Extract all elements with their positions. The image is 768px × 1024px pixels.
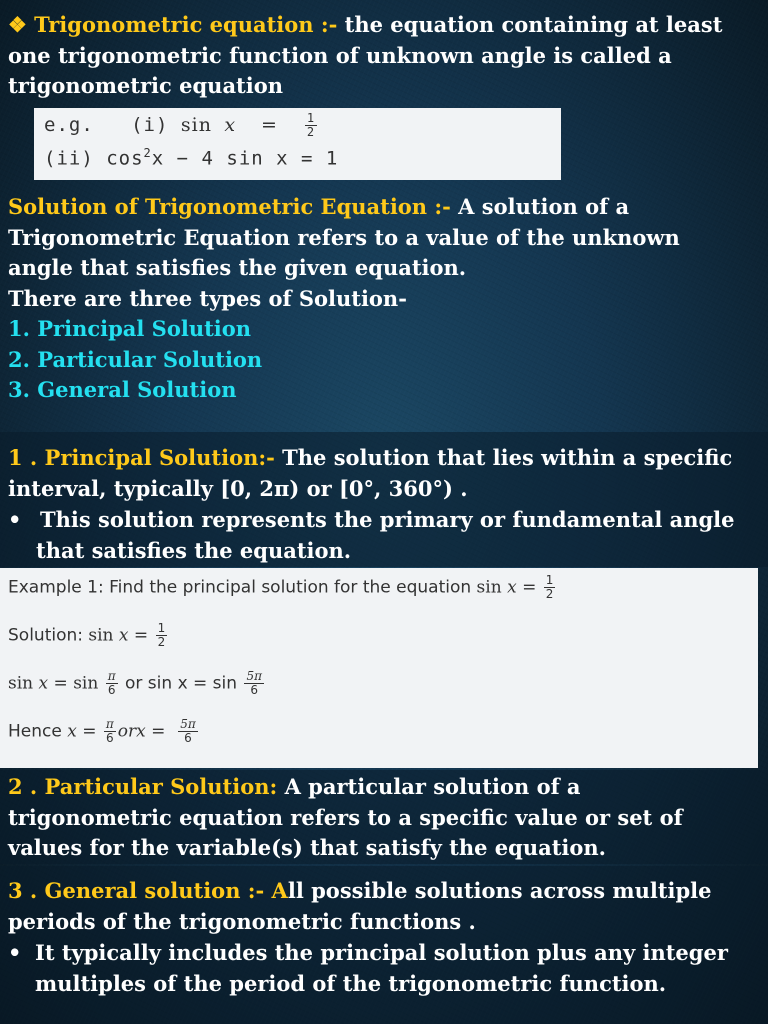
ex1-num: 1 [306,111,316,125]
l3-or: or sin x = sin [125,673,238,694]
hence-label: Hence [8,721,62,742]
general-bullet: • [8,940,22,965]
examples-box [34,108,561,180]
h-or: orx [117,721,146,742]
diamond-bullet-icon: ❖ [8,12,35,37]
l3-num: π [107,669,116,683]
sol-var: x [118,625,129,646]
example-principal-box [0,568,758,768]
definition-heading-line [8,10,763,102]
h-eq: = [82,721,97,742]
general-definition [8,876,764,937]
example-title-var: x [507,577,517,598]
example-step-line [8,670,266,697]
solution-definition [8,192,748,284]
h-den2: 6 [184,731,192,745]
principal-bullet-text: This solution represents the primary or fundamental angle that satisfies the equation. [36,507,735,563]
ex1-fraction [305,112,317,139]
ex1-fn: sin [180,114,212,136]
ex1-var: x [224,114,237,136]
particular-text: A particular solution of a trigonometric equation refers to a specific value or set of values for the variable(s) that satisfy the equation. [8,774,683,860]
l3-den: 6 [107,683,116,697]
sol-fn: sin [88,625,114,646]
general-text-a: A [264,878,288,903]
h-num2: 5π [180,717,196,731]
ex2-pow: 2 [143,146,152,160]
h-fraction-2 [178,718,198,745]
example-title: Example 1: Find the principal solution for the equation [8,577,472,598]
principal-bullet: • [8,507,22,532]
sol-eq: = [133,625,149,646]
l3-num2: 5π [246,669,262,683]
ex1-eq: = [261,114,278,136]
sol-num: 1 [157,621,166,635]
general-text-b: ll possible solutions across multiple periods of the trigonometric functions . [8,878,712,934]
definition-heading: Trigonometric equation :- [34,12,338,37]
h-num: π [105,717,114,731]
sol-fraction [156,622,168,649]
l3-fn2: sin [73,673,99,694]
h-eq2: = [151,721,166,742]
general-heading: 3 . General solution :- [8,878,265,903]
h-fraction [104,718,116,745]
solution-text: A solution of a Trigonometric Equation refers to a value of the unknown angle that satisfies the given equation. [8,194,680,280]
solution-heading: Solution of Trigonometric Equation :- [8,194,451,219]
principal-text: The solution that lies within a specific interval, typically [0, 2π) or [0°, 360°) . [8,445,733,501]
principal-heading: 1 . Principal Solution:- [8,445,275,470]
type-principal: 1. Principal Solution [8,316,252,341]
example-line-2 [44,146,338,169]
l3-fn: sin [8,673,34,694]
example-title-fraction [544,574,556,601]
type-particular: 2. Particular Solution [8,347,263,372]
solution-label: Solution: [8,625,83,646]
l3-var: x [38,673,49,694]
definition-indent-spacer [35,71,36,72]
eg-label: e.g. [44,114,94,136]
l3-eq: = [53,673,68,694]
ex1-den: 2 [306,125,316,139]
h-den: 6 [106,731,114,745]
type-general: 3. General Solution [8,377,237,402]
l3-den2: 6 [250,683,259,697]
example-title-den: 2 [545,587,554,601]
ex1-label: (i) [131,114,169,136]
l3-fraction [106,670,118,697]
particular-definition [8,772,748,864]
sol-den: 2 [157,635,166,649]
definition-text: the equation containing at least one trigonometric function of unknown angle is called a trigonometric equation [8,12,723,98]
principal-definition [8,443,748,504]
l3-fraction-2 [244,670,264,697]
types-intro: There are three types of Solution- [8,286,407,311]
example-hence-line [8,718,200,745]
ex2-fn: cos [106,147,144,170]
example-title-line [8,574,557,601]
ex2-rest: x − 4 sin x = 1 [151,147,339,170]
general-bullet-text: It typically includes the principal solution plus any integer multiples of the period of the trigonometric function. [35,940,728,996]
particular-heading: 2 . Particular Solution: [8,774,278,799]
h-var: x [67,721,77,742]
example-line-1 [44,112,319,139]
example-solution-line [8,622,169,649]
example-title-num: 1 [545,573,554,587]
example-title-fn: sin [476,577,502,598]
example-title-eq: = [522,577,537,598]
ex2-label: (ii) [44,147,94,170]
